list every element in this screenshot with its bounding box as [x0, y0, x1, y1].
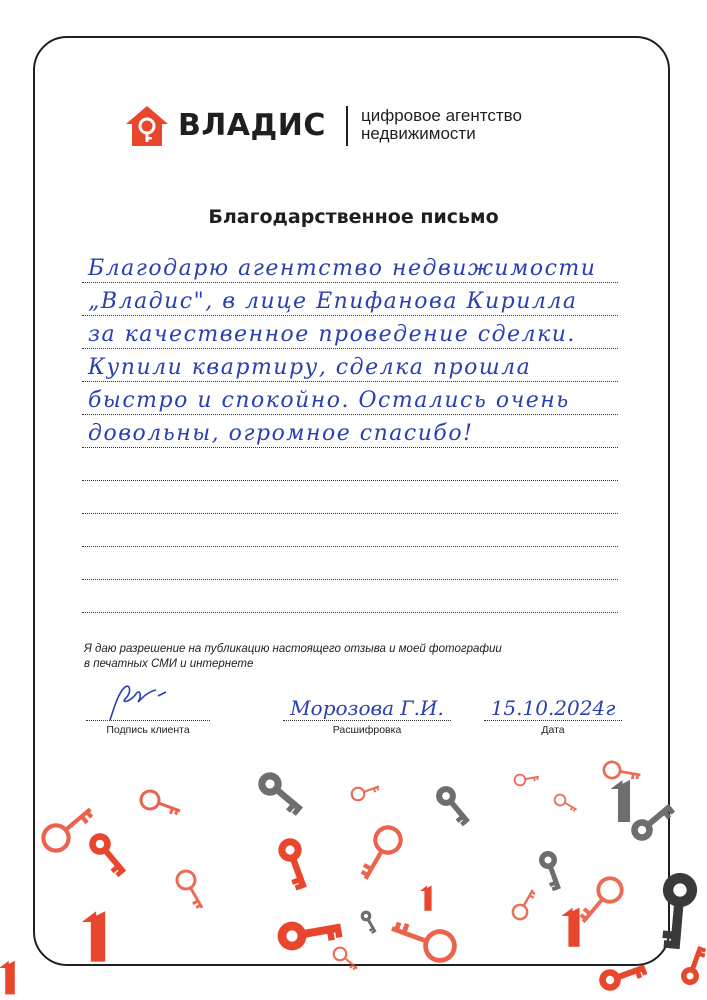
key-filled-icon [658, 871, 699, 950]
key-outline-icon [514, 771, 540, 786]
date-label: Дата [541, 724, 565, 736]
decode-value: Морозова Г.И. [290, 696, 444, 720]
key-outline-icon [331, 945, 361, 973]
decode-block [283, 686, 451, 736]
writing-line [82, 250, 618, 283]
key-filled-icon [536, 848, 567, 892]
client-signature-block [86, 686, 210, 736]
digit-one-icon [561, 908, 579, 947]
writing-line [82, 481, 618, 514]
writing-line [82, 349, 618, 382]
writing-line [82, 448, 618, 481]
key-filled-icon [275, 913, 343, 952]
writing-line [82, 547, 618, 580]
publication-consent [84, 642, 584, 672]
digit-one-icon [82, 911, 105, 961]
key-outline-icon [38, 800, 98, 856]
handwritten-text: быстро и спокойно. Остались очень [88, 388, 570, 413]
writing-line [82, 382, 618, 415]
signature-scribble-icon [100, 682, 170, 722]
consent-line1: Я даю разрешение на публикацию настоящего отзыва и моей фотографии [84, 643, 502, 655]
key-outline-icon [574, 874, 626, 930]
date-block [484, 686, 622, 736]
key-outline-icon [553, 793, 580, 815]
writing-line [82, 415, 618, 448]
letter-body [82, 250, 618, 613]
key-outline-icon [138, 788, 183, 819]
key-filled-icon [359, 909, 380, 935]
key-outline-icon [510, 886, 539, 922]
brand-name: ВЛАДИС [178, 108, 326, 143]
handwritten-text: „Владис", в лице Епифанова Кирилла [88, 289, 578, 314]
keys-decoration [0, 740, 707, 1000]
writing-line [82, 514, 618, 547]
decode-line [283, 686, 451, 721]
key-filled-icon [432, 782, 475, 828]
consent-line2: в печатных СМИ и интернете [84, 658, 254, 670]
digit-one-icon [611, 780, 631, 822]
digit-one-icon [0, 961, 15, 995]
client-signature-line [86, 686, 210, 721]
key-filled-icon [254, 768, 309, 819]
date-line [484, 686, 622, 721]
writing-line [82, 580, 618, 613]
handwritten-text: Благодарю агентство недвижимости [88, 256, 597, 281]
handwritten-text: довольны, огромное спасибо! [88, 421, 474, 446]
key-outline-icon [174, 868, 210, 913]
logo-divider [346, 106, 348, 146]
key-outline-icon [603, 761, 642, 783]
key-filled-icon [678, 944, 707, 988]
key-filled-icon [85, 829, 132, 880]
house-key-icon [124, 104, 170, 148]
key-filled-icon [627, 798, 678, 845]
digit-one-icon [420, 886, 432, 911]
key-filled-icon [275, 835, 315, 892]
brand-tagline-line2: недвижимости [361, 124, 476, 143]
client-signature-label: Подпись клиента [106, 724, 190, 736]
key-filled-icon [596, 957, 648, 994]
brand-tagline-line1: цифровое агентство [361, 106, 522, 125]
handwritten-text: за качественное проведение сделки. [88, 322, 576, 347]
key-outline-icon [355, 823, 406, 885]
writing-line [82, 283, 618, 316]
key-outline-icon [387, 915, 458, 964]
brand-tagline [361, 107, 522, 143]
decode-label: Расшифровка [332, 724, 402, 736]
letter-title: Благодарственное письмо [208, 206, 499, 228]
key-outline-icon [350, 780, 381, 802]
date-value: 15.10.2024г [490, 696, 616, 720]
writing-line [82, 316, 618, 349]
handwritten-text: Купили квартиру, сделка прошла [88, 355, 532, 380]
